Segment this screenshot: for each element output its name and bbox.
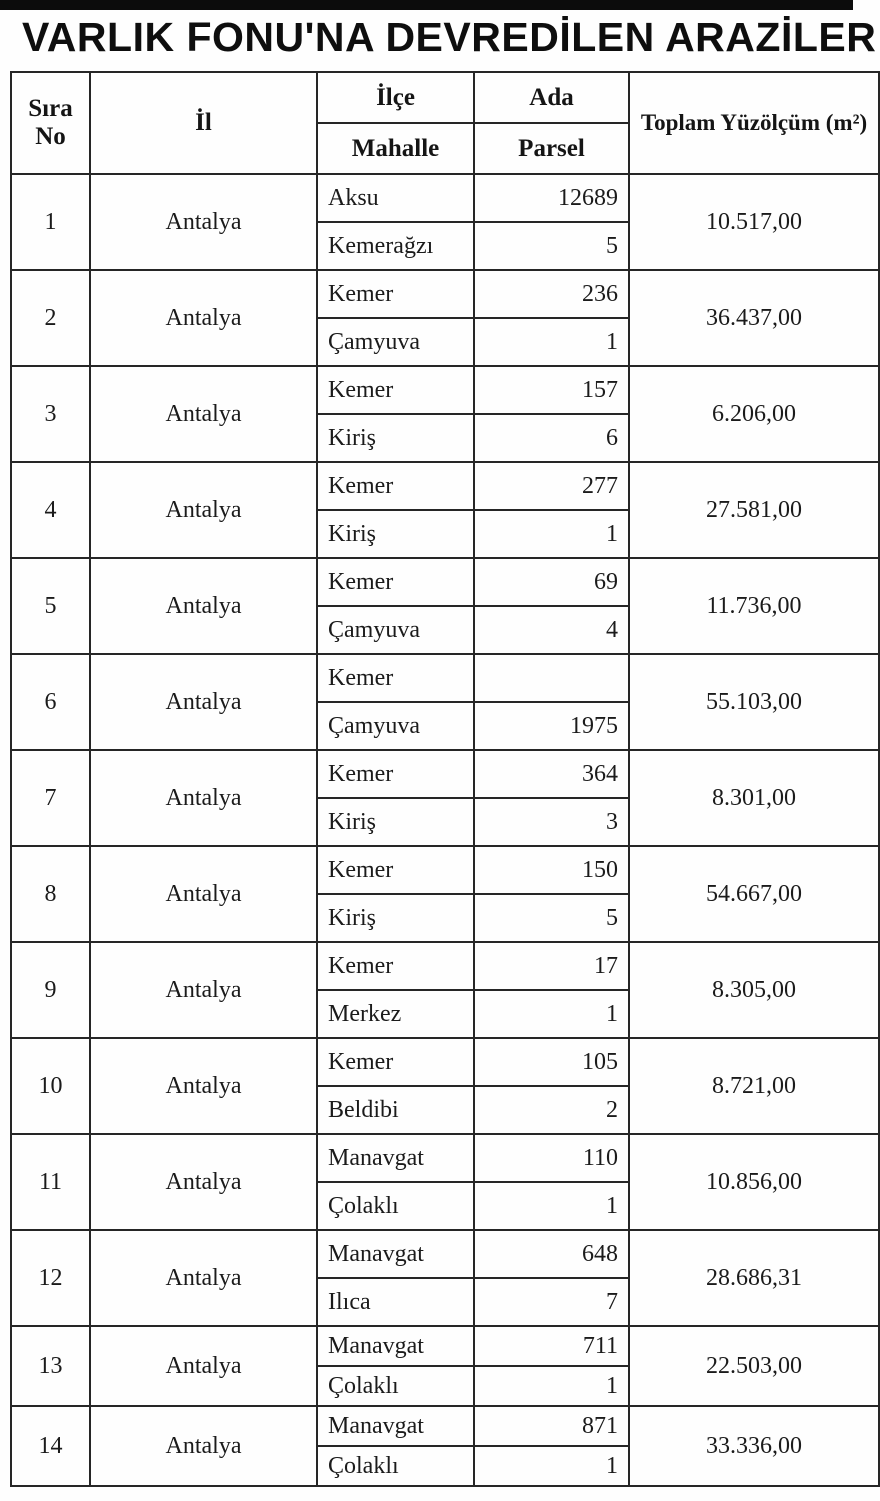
cell-toplam: 10.856,00 <box>629 1134 879 1230</box>
cell-parsel: 5 <box>474 894 629 942</box>
cell-parsel: 2 <box>474 1086 629 1134</box>
cell-il: Antalya <box>90 1038 317 1134</box>
cell-toplam: 8.305,00 <box>629 942 879 1038</box>
cell-ada: 105 <box>474 1038 629 1086</box>
col-header-il: İl <box>90 72 317 174</box>
cell-sira-no: 13 <box>11 1326 90 1406</box>
col-header-parsel: Parsel <box>474 123 629 174</box>
cell-mahalle: Kiriş <box>317 894 474 942</box>
cell-ada: 17 <box>474 942 629 990</box>
cell-il: Antalya <box>90 1326 317 1406</box>
table-header <box>11 72 879 174</box>
table-row <box>11 1406 879 1446</box>
col-header-ilce: İlçe <box>317 72 474 123</box>
cell-parsel: 1 <box>474 990 629 1038</box>
table-row <box>11 1038 879 1086</box>
table-row <box>11 846 879 894</box>
cell-parsel: 1 <box>474 510 629 558</box>
cell-sira-no: 12 <box>11 1230 90 1326</box>
cell-sira-no: 7 <box>11 750 90 846</box>
cell-parsel: 1 <box>474 318 629 366</box>
cell-toplam: 55.103,00 <box>629 654 879 750</box>
cell-mahalle: Çamyuva <box>317 702 474 750</box>
cell-toplam: 10.517,00 <box>629 174 879 270</box>
cell-il: Antalya <box>90 846 317 942</box>
cell-parsel: 1975 <box>474 702 629 750</box>
table-row <box>11 750 879 798</box>
cell-mahalle: Kemerağzı <box>317 222 474 270</box>
cell-parsel: 3 <box>474 798 629 846</box>
land-table <box>10 71 880 1487</box>
cell-toplam: 6.206,00 <box>629 366 879 462</box>
cell-ilce: Kemer <box>317 270 474 318</box>
cell-parsel: 1 <box>474 1182 629 1230</box>
cell-ilce: Kemer <box>317 1038 474 1086</box>
cell-mahalle: Kiriş <box>317 414 474 462</box>
cell-ilce: Kemer <box>317 462 474 510</box>
cell-ada <box>474 654 629 702</box>
cell-il: Antalya <box>90 174 317 270</box>
cell-mahalle: Beldibi <box>317 1086 474 1134</box>
cell-ada: 871 <box>474 1406 629 1446</box>
cell-toplam: 33.336,00 <box>629 1406 879 1486</box>
cell-ada: 648 <box>474 1230 629 1278</box>
cell-ada: 236 <box>474 270 629 318</box>
cell-mahalle: Çolaklı <box>317 1366 474 1406</box>
cell-ilce: Manavgat <box>317 1230 474 1278</box>
cell-il: Antalya <box>90 654 317 750</box>
cell-ilce: Kemer <box>317 654 474 702</box>
cell-il: Antalya <box>90 270 317 366</box>
table-row <box>11 1230 879 1278</box>
cell-parsel: 4 <box>474 606 629 654</box>
cell-ada: 150 <box>474 846 629 894</box>
cell-toplam: 28.686,31 <box>629 1230 879 1326</box>
col-header-sira-no: Sıra No <box>11 72 90 174</box>
cell-il: Antalya <box>90 1406 317 1486</box>
cell-ilce: Kemer <box>317 846 474 894</box>
cell-ilce: Manavgat <box>317 1326 474 1366</box>
cell-parsel: 5 <box>474 222 629 270</box>
cell-ada: 364 <box>474 750 629 798</box>
cell-ada: 157 <box>474 366 629 414</box>
cell-ada: 277 <box>474 462 629 510</box>
cell-sira-no: 6 <box>11 654 90 750</box>
cell-toplam: 8.721,00 <box>629 1038 879 1134</box>
table-row <box>11 174 879 222</box>
table-row <box>11 1326 879 1366</box>
cell-parsel: 1 <box>474 1366 629 1406</box>
cell-toplam: 11.736,00 <box>629 558 879 654</box>
header-row-top <box>11 72 879 123</box>
cell-sira-no: 1 <box>11 174 90 270</box>
cell-sira-no: 5 <box>11 558 90 654</box>
cell-ilce: Aksu <box>317 174 474 222</box>
cell-sira-no: 8 <box>11 846 90 942</box>
cell-ilce: Kemer <box>317 366 474 414</box>
cell-sira-no: 2 <box>11 270 90 366</box>
cell-mahalle: Çamyuva <box>317 318 474 366</box>
cell-ilce: Kemer <box>317 558 474 606</box>
cell-il: Antalya <box>90 1230 317 1326</box>
cell-ilce: Manavgat <box>317 1134 474 1182</box>
cell-parsel: 6 <box>474 414 629 462</box>
cell-parsel: 1 <box>474 1446 629 1486</box>
cell-mahalle: Çamyuva <box>317 606 474 654</box>
cell-mahalle: Ilıca <box>317 1278 474 1326</box>
cell-parsel: 7 <box>474 1278 629 1326</box>
cell-mahalle: Kiriş <box>317 798 474 846</box>
table-row <box>11 366 879 414</box>
table-row <box>11 462 879 510</box>
cell-toplam: 27.581,00 <box>629 462 879 558</box>
cell-sira-no: 3 <box>11 366 90 462</box>
cell-ada: 69 <box>474 558 629 606</box>
table-row <box>11 1134 879 1182</box>
cell-il: Antalya <box>90 366 317 462</box>
cell-il: Antalya <box>90 750 317 846</box>
cell-sira-no: 14 <box>11 1406 90 1486</box>
cell-toplam: 36.437,00 <box>629 270 879 366</box>
cell-il: Antalya <box>90 1134 317 1230</box>
cell-toplam: 8.301,00 <box>629 750 879 846</box>
cell-mahalle: Merkez <box>317 990 474 1038</box>
cell-ilce: Manavgat <box>317 1406 474 1446</box>
cell-mahalle: Çolaklı <box>317 1446 474 1486</box>
table-row <box>11 654 879 702</box>
cell-mahalle: Kiriş <box>317 510 474 558</box>
cell-sira-no: 11 <box>11 1134 90 1230</box>
scan-artifact-bar <box>0 0 853 10</box>
col-header-toplam-yuzolcum: Toplam Yüzölçüm (m²) <box>629 72 879 174</box>
cell-il: Antalya <box>90 942 317 1038</box>
cell-ilce: Kemer <box>317 750 474 798</box>
table-body <box>11 174 879 1486</box>
cell-il: Antalya <box>90 558 317 654</box>
cell-il: Antalya <box>90 462 317 558</box>
cell-sira-no: 10 <box>11 1038 90 1134</box>
cell-ilce: Kemer <box>317 942 474 990</box>
col-header-mahalle: Mahalle <box>317 123 474 174</box>
cell-ada: 711 <box>474 1326 629 1366</box>
cell-ada: 12689 <box>474 174 629 222</box>
page-title: VARLIK FONU'NA DEVREDİLEN ARAZİLER <box>22 14 877 60</box>
cell-toplam: 54.667,00 <box>629 846 879 942</box>
col-header-ada: Ada <box>474 72 629 123</box>
table-row <box>11 942 879 990</box>
cell-sira-no: 4 <box>11 462 90 558</box>
cell-toplam: 22.503,00 <box>629 1326 879 1406</box>
table-row <box>11 270 879 318</box>
table-row <box>11 558 879 606</box>
cell-ada: 110 <box>474 1134 629 1182</box>
cell-sira-no: 9 <box>11 942 90 1038</box>
cell-mahalle: Çolaklı <box>317 1182 474 1230</box>
